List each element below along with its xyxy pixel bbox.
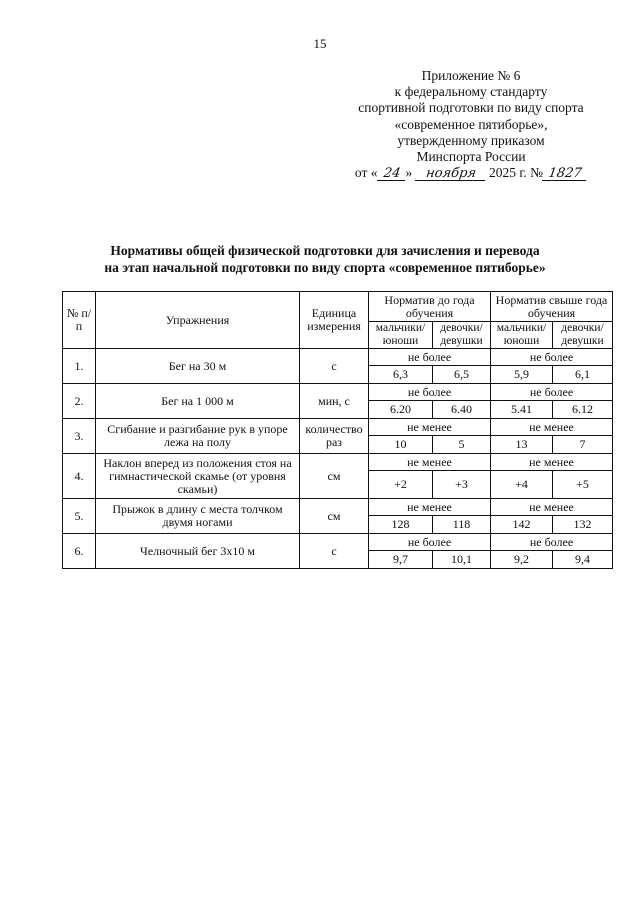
row-num: 1. [63,349,96,384]
value-cell: 9,4 [553,551,613,569]
row-exercise: Челночный бег 3х10 м [96,534,300,569]
row-exercise: Прыжок в длину с места толчком двумя ногами [96,499,300,534]
appendix-line: к федеральному стандарту [394,84,548,100]
row-num: 5. [63,499,96,534]
order-date-line [340,165,602,181]
value-cell: 6,3 [369,366,433,384]
handwritten-month: ноября [415,167,487,181]
row-exercise: Сгибание и разгибание рук в упоре лежа на полу [96,419,300,454]
header-girls: девочки/ девушки [553,322,613,349]
date-year: 2025 г. № [489,165,544,181]
value-cell: 10,1 [433,551,491,569]
value-cell: 6.20 [369,401,433,419]
date-mid: » [405,165,413,181]
row-num: 3. [63,419,96,454]
value-cell: +2 [369,471,433,499]
row-condition: не менее [491,419,613,436]
appendix-line: Минспорта России [416,149,526,165]
value-cell: +3 [433,471,491,499]
value-cell: 5,9 [491,366,553,384]
header-group-after: Норматив свыше года обучения [491,292,613,322]
value-cell: 9,7 [369,551,433,569]
row-condition: не менее [369,499,491,516]
table-row [63,534,613,551]
row-num: 4. [63,454,96,499]
date-prefix: от « [354,165,378,181]
value-cell: 10 [369,436,433,454]
row-condition: не более [369,384,491,401]
header-exercise: Упражнения [96,292,300,349]
table-row [63,454,613,471]
value-cell: 6,1 [553,366,613,384]
appendix-line: «современное пятиборье», [394,116,548,132]
header-num: № п/п [63,292,96,349]
title-line-2: на этап начальной подготовки по виду спорта «современное пятиборье» [104,260,546,275]
row-condition: не более [491,534,613,551]
table-row [63,349,613,366]
value-cell: 6,5 [433,366,491,384]
value-cell: +4 [491,471,553,499]
row-unit: мин, с [300,384,369,419]
handwritten-day: 24 [377,167,407,181]
value-cell: 5 [433,436,491,454]
norms-table [62,291,613,569]
value-cell: 132 [553,516,613,534]
header-group-before: Норматив до года обучения [369,292,491,322]
value-cell: 9,2 [491,551,553,569]
header-boys: мальчики/ юноши [369,322,433,349]
table-row [63,384,613,401]
table-row [63,499,613,516]
header-girls: девочки/ девушки [433,322,491,349]
row-condition: не более [491,384,613,401]
table-row [63,419,613,436]
appendix-line: спортивной подготовки по виду спорта [358,100,584,116]
row-condition: не более [369,534,491,551]
title-line-1: Нормативы общей физической подготовки для зачисления и перевода [110,243,540,258]
document-title [40,242,610,276]
row-exercise: Наклон вперед из положения стоя на гимнастической скамье (от уровня скамьи) [96,454,300,499]
row-num: 6. [63,534,96,569]
row-condition: не более [491,349,613,366]
value-cell: 128 [369,516,433,534]
row-condition: не менее [491,454,613,471]
appendix-line: Приложение № 6 [421,68,521,83]
row-condition: не менее [369,454,491,471]
appendix-block [340,68,602,181]
value-cell: 6.40 [433,401,491,419]
row-exercise: Бег на 1 000 м [96,384,300,419]
header-boys: мальчики/ юноши [491,322,553,349]
value-cell: 5.41 [491,401,553,419]
row-condition: не более [369,349,491,366]
header-unit: Единица измерения [300,292,369,349]
row-unit: с [300,534,369,569]
header-row [63,292,613,322]
row-unit: с [300,349,369,384]
value-cell: 13 [491,436,553,454]
row-unit: количество раз [300,419,369,454]
value-cell: +5 [553,471,613,499]
row-condition: не менее [491,499,613,516]
value-cell: 7 [553,436,613,454]
page-number: 15 [313,36,327,51]
handwritten-order-number: 1827 [542,167,588,181]
appendix-line: утвержденному приказом [397,132,545,148]
row-condition: не менее [369,419,491,436]
value-cell: 6.12 [553,401,613,419]
row-num: 2. [63,384,96,419]
value-cell: 142 [491,516,553,534]
row-unit: см [300,454,369,499]
row-unit: см [300,499,369,534]
row-exercise: Бег на 30 м [96,349,300,384]
value-cell: 118 [433,516,491,534]
